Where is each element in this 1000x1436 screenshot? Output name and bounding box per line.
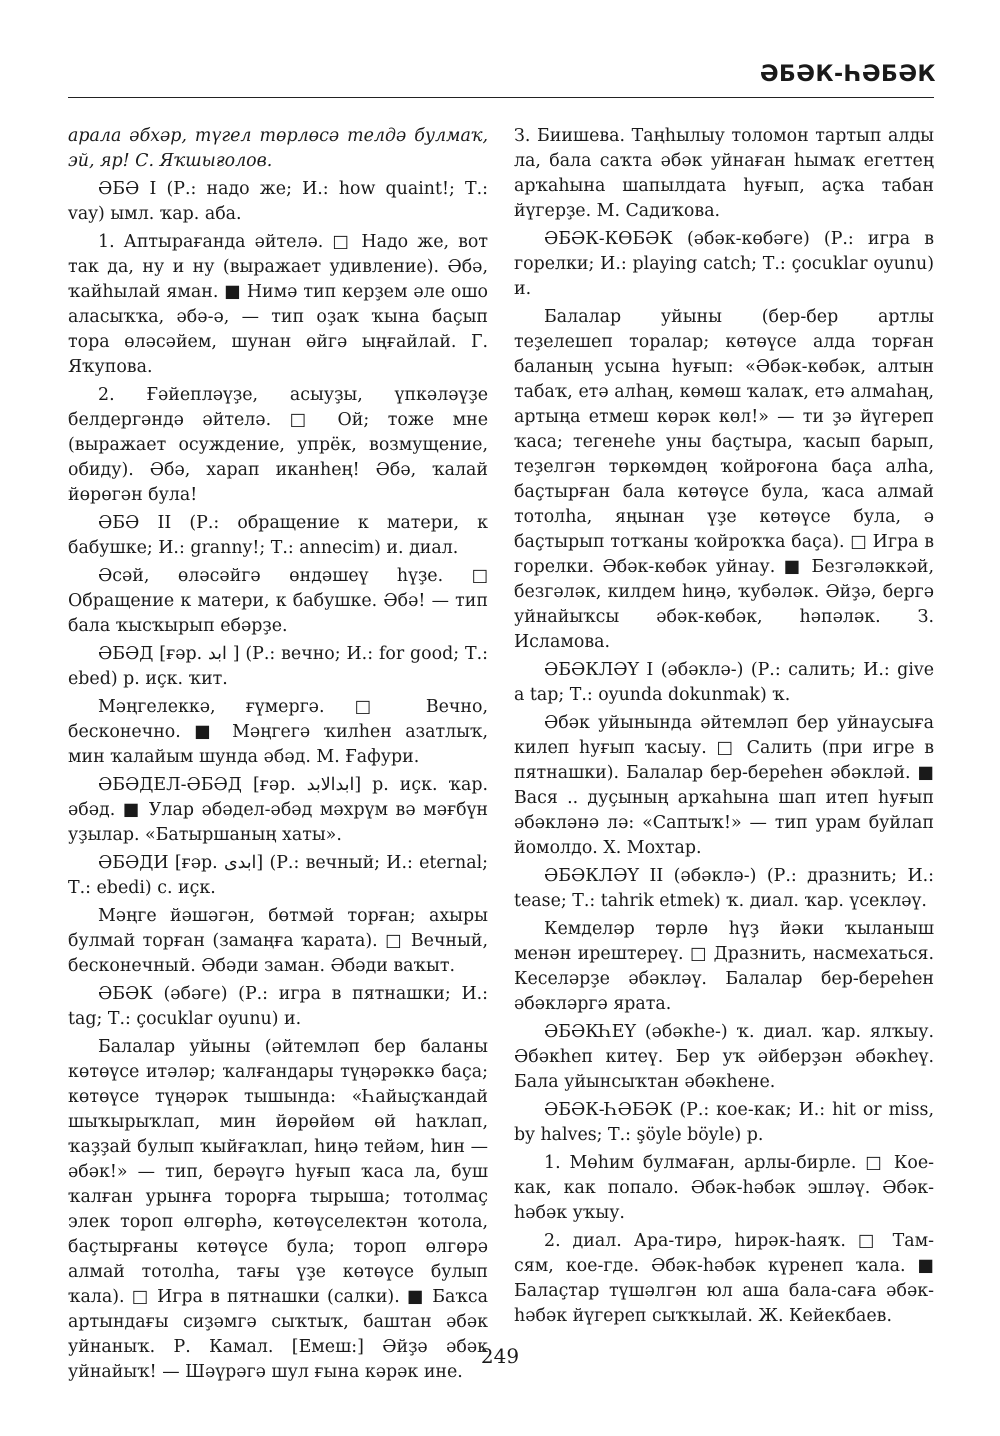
entry-headword-line — [68, 511, 488, 561]
entry-headword-line — [514, 1098, 934, 1148]
entry-sense — [68, 383, 488, 508]
entry-definition — [68, 904, 488, 979]
paragraph-text: ӘБӘД [ғәр. ابد ] (Р.: вечно; И.: for good; Т.: ebed) р. иҫк. ҡит. — [68, 644, 488, 689]
entry-definition — [68, 1035, 488, 1385]
entry-sense — [68, 230, 488, 380]
paragraph-text: ӘБӘ I (Р.: надо же; И.: how quaint!; Т.: vay) ымл. ҡар. аба. — [68, 179, 488, 224]
entry-definition — [68, 695, 488, 770]
entry-headword-line — [514, 864, 934, 914]
page-number: 249 — [480, 1344, 520, 1368]
paragraph-text: ӘБӘ II (Р.: обращение к матери, к бабушке; И.: granny!; Т.: annecim) и. диал. — [68, 513, 488, 558]
paragraph-text: Мәңге йәшәгән, бөтмәй торған; ахыры булмай торған (замаңға ҡарата). □ Вечный, бесконечный. Әбәди заман. Әбәди ваҡыт. — [68, 906, 488, 976]
paragraph-text: ӘБӘДЕЛ-ӘБӘД [ғәр. ابدالابد] р. иҫк. ҡар. әбәд. ■ Улар әбәдел-әбәд мәхрүм вә мәғбүн уҙылар. «Батыршаның хаты». — [68, 775, 488, 845]
entry-sense — [514, 1151, 934, 1226]
paragraph-text: Әсәй, өләсәйгә өндәшеү һүҙе. □ Обращение к матери, к бабушке. Әбә! — тип бала ҡысҡырып ебәрҙе. — [68, 566, 488, 636]
paragraph-text: арала әбхәр, түгел төрлөсә телдә булмаҡ, эй, яр! С. Яҡшығолов. — [68, 126, 488, 171]
paragraph-text: ӘБӘКҺЕҮ (әбәкһе-) ҡ. диал. ҡар. ялҡыу. Әбәкһеп китеү. Бер уҡ әйберҙән әбәкһеү. Бала уйынсыҡтан әбәкһене. — [514, 1022, 934, 1092]
entry-headword-line — [68, 773, 488, 848]
left-column — [68, 124, 488, 1388]
paragraph-text: Әбәк уйынында әйтемләп бер уйнаусыға килеп һуғып ҡасыу. □ Салить (при игре в пятнашки). Балалар бер-береһен әбәкләй. ■ Вася .. дуҫының арҡаһына шап итеп һуғып әбәкләнә лә: «Саптыҡ!» — тип урам буйлап йомолдо. Х. Мохтар. — [514, 713, 934, 858]
entry-definition — [514, 305, 934, 655]
paragraph-text: 1. Мөһим булмаған, арлы-бирле. □ Кое-как, как попало. Әбәк-һәбәк эшләү. Әбәк-һәбәк уҡыу. — [514, 1153, 934, 1223]
header-rule — [68, 97, 934, 98]
entry-headword-line — [68, 642, 488, 692]
entry-headword-line — [514, 658, 934, 708]
running-head: ӘБӘК-ҺӘБӘК — [759, 62, 936, 87]
paragraph-text: 2. диал. Ара-тирә, һирәк-һаяҡ. □ Там-сям, кое-где. Әбәк-һәбәк күренеп ҡала. ■ Балаҫтар түшәлгән юл аша бала-саға әбәк-һәбәк йүгереп сыҡҡылай. Ж. Кейекбаев. — [514, 1231, 934, 1326]
entry-headword-line — [68, 177, 488, 227]
entry-definition — [514, 917, 934, 1017]
entry-headword-line — [514, 227, 934, 302]
paragraph-text: ӘБӘКЛӘҮ I (әбәклә-) (Р.: салить; И.: give a tap; Т.: oyunda dokunmak) ҡ. — [514, 660, 934, 705]
paragraph-text: Балалар уйыны (әйтемләп бер баланы көтөүсе итәләр; ҡалғандары түңәрәккә баҫа; көтөүсе түңәрәк тышында: «Һайыҫҡандай шыҡырыҡлап, мин йөрөйөм өй һаҡлап, ҡаҙҙай булып ҡыйғаҡлап, һиңә тейәм, һин — әбәк!» — тип, берәүгә һуғып ҡаса ла, буш ҡалған урынға торорға тырыша; тотолмаҫ элек тороп өлгөрһә, көтөүселектән ҡотола, баҫтырғаны көтөүсе була; тороп өлгөрә алмай тотолһа, тағы үҙе көтөүсе булып ҡала). □ Игра в пятнашки (салки). ■ Баҡса артындағы сиҙәмгә сыҡтыҡ, баштан әбәк уйнаныҡ. Р. Камал. [Емеш:] Әйҙә әбәк уйнайыҡ! — Шәүрәгә шул ғына кәрәк ине. — [68, 1037, 488, 1382]
paragraph-text: Мәңгелеккә, ғүмергә. □ Вечно, бесконечно. ■ Мәңгегә ҡилһен азатлыҡ, мин ҡалайым шунда әбәд. М. Ғафури. — [68, 697, 488, 767]
paragraph-text: Балалар уйыны (бер-бер артлы теҙелешеп торалар; көтөүсе алда торған баланың усына һуғып: «Әбәк-көбәк, алтын табаҡ, етә алһаң, көмөш ҡалаҡ, етә алмаһаң, артыңа етмеш көрәк көл!» — ти ҙә йүгереп ҡаса; тегенеһе уны баҫтыра, ҡасып барып, теҙелгән төркөмдөң ҡойроғона баҫа алһа, баҫтырған бала көтөүсе була, ҡаса алмай тотолһа, яңынан үҙе көтөүсе була, ә баҫтырып тотҡаны ҡойроҡҡа баҫа). □ Игра в горелки. Әбәк-көбәк уйнау. ■ Безгәләккәй, безгәләк, килдем һиңә, ҡубәләк. Әйҙә, бергә уйнайыҡсы әбәк-көбәк, һәпәләк. З. Исламова. — [514, 307, 934, 652]
entry-paragraph — [514, 124, 934, 224]
entry-headword-line — [68, 851, 488, 901]
paragraph-text: ӘБӘК-КӨБӘК (әбәк-көбәге) (Р.: игра в горелки; И.: playing catch; Т.: çocuklar oyunu) и. — [514, 229, 934, 299]
entry-paragraph — [68, 124, 488, 174]
paragraph-text: З. Биишева. Таңһылыу толомон тартып алды ла, бала саҡта әбәк уйнаған һымаҡ егеттең арҡаһына шапылдата һуғып, аҫҡа табан йүгерҙе. М. Садиҡова. — [514, 126, 934, 221]
entry-definition — [68, 564, 488, 639]
paragraph-text: Кемделәр төрлө һүҙ йәки ҡыланыш менән ирештереү. □ Дразнить, насмехаться. Кеселәрҙе әбәкләү. Балалар бер-береһен әбәкләргә ярата. — [514, 919, 934, 1014]
entry-headword-line — [514, 1020, 934, 1095]
entry-definition — [514, 711, 934, 861]
paragraph-text: ӘБӘК-ҺӘБӘК (Р.: кое-как; И.: hit or miss, by halves; Т.: şöyle böyle) р. — [514, 1100, 934, 1145]
paragraph-text: 2. Ғәйепләүҙе, асыуҙы, үпкәләүҙе белдергәндә әйтелә. □ Ой; тоже мне (выражает осуждение, упрёк, возмущение, обиду). Әбә, харап иканһең! Әбә, ҡалай йөрөгән була! — [68, 385, 488, 505]
paragraph-text: 1. Аптырағанда әйтелә. □ Надо же, вот так да, ну и ну (выражает удивление). Әбә, ҡайһылай яман. ■ Нимә тип керҙем әле ошо аласыҡҡа, әбә-ә, — тип оҙаҡ ҡына баҫып тора өләсәйем, шунан өйгә ыңғайлай. Г. Яҡупова. — [68, 232, 488, 377]
paragraph-text: ӘБӘК (әбәге) (Р.: игра в пятнашки; И.: tag; Т.: çocuklar oyunu) и. — [68, 984, 488, 1029]
entry-headword-line — [68, 982, 488, 1032]
paragraph-text: ӘБӘДИ [ғәр. ابدی] (Р.: вечный; И.: eternal; Т.: ebedi) с. иҫк. — [68, 853, 488, 898]
paragraph-text: ӘБӘКЛӘҮ II (әбәклә-) (Р.: дразнить; И.: tease; Т.: tahrik etmek) ҡ. диал. ҡар. үсекләү. — [514, 866, 934, 911]
right-column — [514, 124, 934, 1332]
entry-sense — [514, 1229, 934, 1329]
